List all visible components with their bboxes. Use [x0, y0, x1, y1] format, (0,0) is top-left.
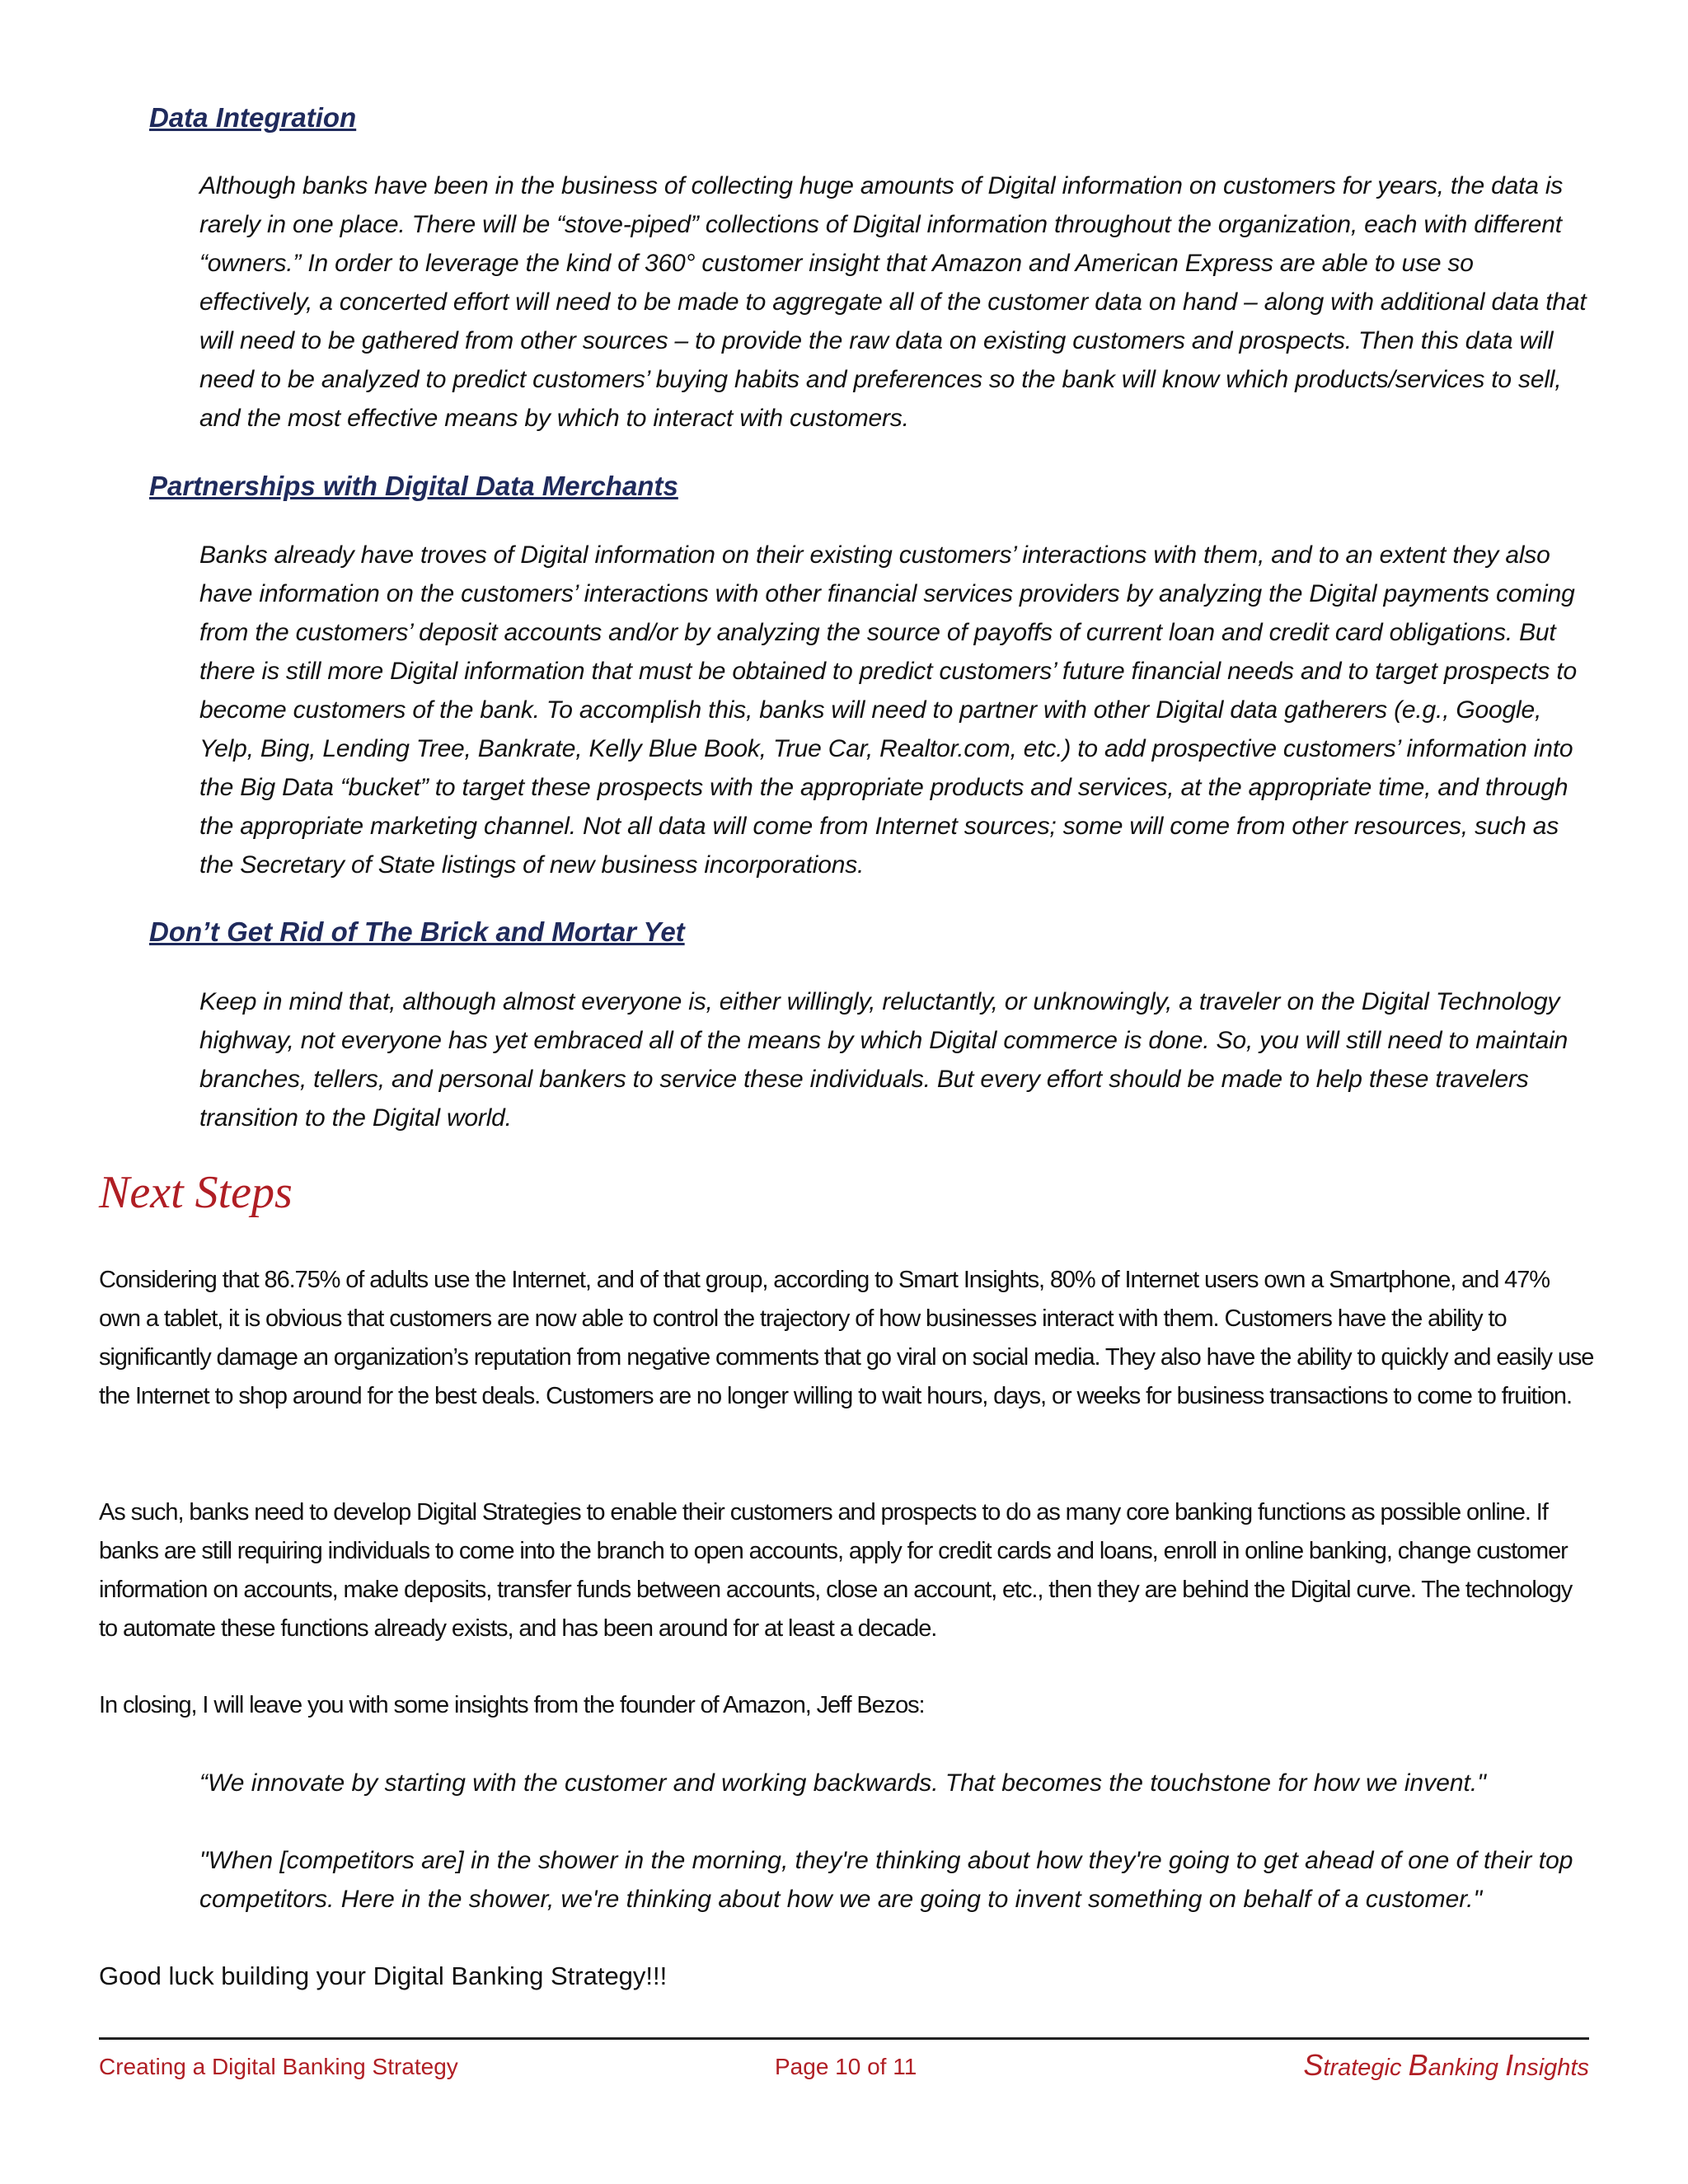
paragraph-next-steps-1: Considering that 86.75% of adults use the Internet, and of that group, according to Smart Insights, 80% of Internet users own a Smartphone, and 47% own a tablet, it is obvious that customers are now able to control the trajectory of how businesses interact with them. Customers have the ability to significantly damage an organization’s reputation from negative comments that go viral on social media. They also have the ability to quickly and easily use the Internet to shop around for the best deals. Customers are no longer willing to wait hours, days, or weeks for business transactions to come to fruition. — [99, 1267, 1594, 1409]
heading-partnerships: Partnerships with Digital Data Merchants — [149, 471, 678, 501]
paragraph-data-integration: Although banks have been in the business of collecting huge amounts of Digital information on customers for years, the data is rarely in one place. There will be “stove-piped” collections of Digital information throughout the organization, each with different “owners.” In order to leverage the kind of 360° customer insight that Amazon and American Express are able to use so effectively, a concerted effort will need to be made to aggregate all of the customer data on hand – along with additional data that will need to be gathered from other sources – to provide the raw data on existing customers and prospects. Then this data will need to be analyzed to predict customers’ buying habits and preferences so the bank will know which products/services to sell, and the most effective means by which to interact with customers. — [199, 172, 1587, 432]
paragraph-next-steps-3: In closing, I will leave you with some insights from the founder of Amazon, Jeff Bezos: — [99, 1692, 925, 1718]
paragraph-next-steps-2: As such, banks need to develop Digital Strategies to enable their customers and prospects to do as many core banking functions as possible online. If banks are still requiring individuals to come into the branch to open accounts, apply for credit cards and loans, enroll in online banking, change customer information on accounts, make deposits, transfer funds between accounts, close an account, etc., then they are behind the Digital curve. The technology to automate these functions already exists, and has been around for at least a decade. — [99, 1499, 1573, 1642]
paragraph-partnerships: Banks already have troves of Digital information on their existing customers’ interactions with them, and to an extent they also have information on the customers’ interactions with other financial services providers by analyzing the Digital payments coming from the customers’ deposit accounts and/or by analyzing the source of payoffs of current loan and credit card obligations. But there is still more Digital information that must be obtained to predict customers’ future financial needs and to target prospects to become customers of the bank. To accomplish this, banks will need to partner with other Digital data gatherers (e.g., Google, Yelp, Bing, Lending Tree, Bankrate, Kelly Blue Book, True Car, Realtor.com, etc.) to add prospective customers’ information into the Big Data “bucket” to target these prospects with the appropriate products and services, at the appropriate time, and through the appropriate marketing channel. Not all data will come from Internet sources; some will come from other resources, such as the Secretary of State listings of new business incorporations. — [199, 541, 1577, 879]
footer-page-number: Page 10 of 11 — [775, 2054, 917, 2079]
footer-brand-cap-b: B — [1408, 2048, 1428, 2082]
quote-bezos-2: "When [competitors are] in the shower in the morning, they're thinking about how they're going to get ahead of one of their top competitors. Here in the shower, we're thinking about how we are going to invent something on behalf of a customer." — [199, 1847, 1573, 1913]
quote-bezos-1: “We innovate by starting with the customer and working backwards. That becomes the touchstone for how we invent." — [199, 1769, 1486, 1797]
footer-brand-cap-i: I — [1505, 2048, 1514, 2082]
heading-data-integration: Data Integration — [149, 102, 357, 133]
closing-line: Good luck building your Digital Banking Strategy!!! — [99, 1961, 668, 1990]
footer-brand-part-1: trategic — [1323, 2055, 1409, 2081]
section-title-next-steps: Next Steps — [99, 1167, 293, 1218]
heading-brick-and-mortar: Don’t Get Rid of The Brick and Mortar Yet — [149, 916, 685, 947]
footer-brand-part-2: anking — [1428, 2055, 1506, 2081]
footer-brand-part-3: nsights — [1513, 2055, 1589, 2081]
footer-document-title: Creating a Digital Banking Strategy — [99, 2054, 458, 2079]
footer-divider — [99, 2037, 1589, 2040]
footer-brand — [1303, 2047, 1589, 2086]
paragraph-brick-and-mortar: Keep in mind that, although almost everyone is, either willingly, reluctantly, or unknowingly, a traveler on the Digital Technology highway, not everyone has yet embraced all of the means by which Digital commerce is done. So, you will still need to maintain branches, tellers, and personal bankers to service these individuals. But every effort should be made to help these travelers transition to the Digital world. — [199, 988, 1568, 1132]
footer-brand-cap-s: S — [1303, 2048, 1324, 2082]
